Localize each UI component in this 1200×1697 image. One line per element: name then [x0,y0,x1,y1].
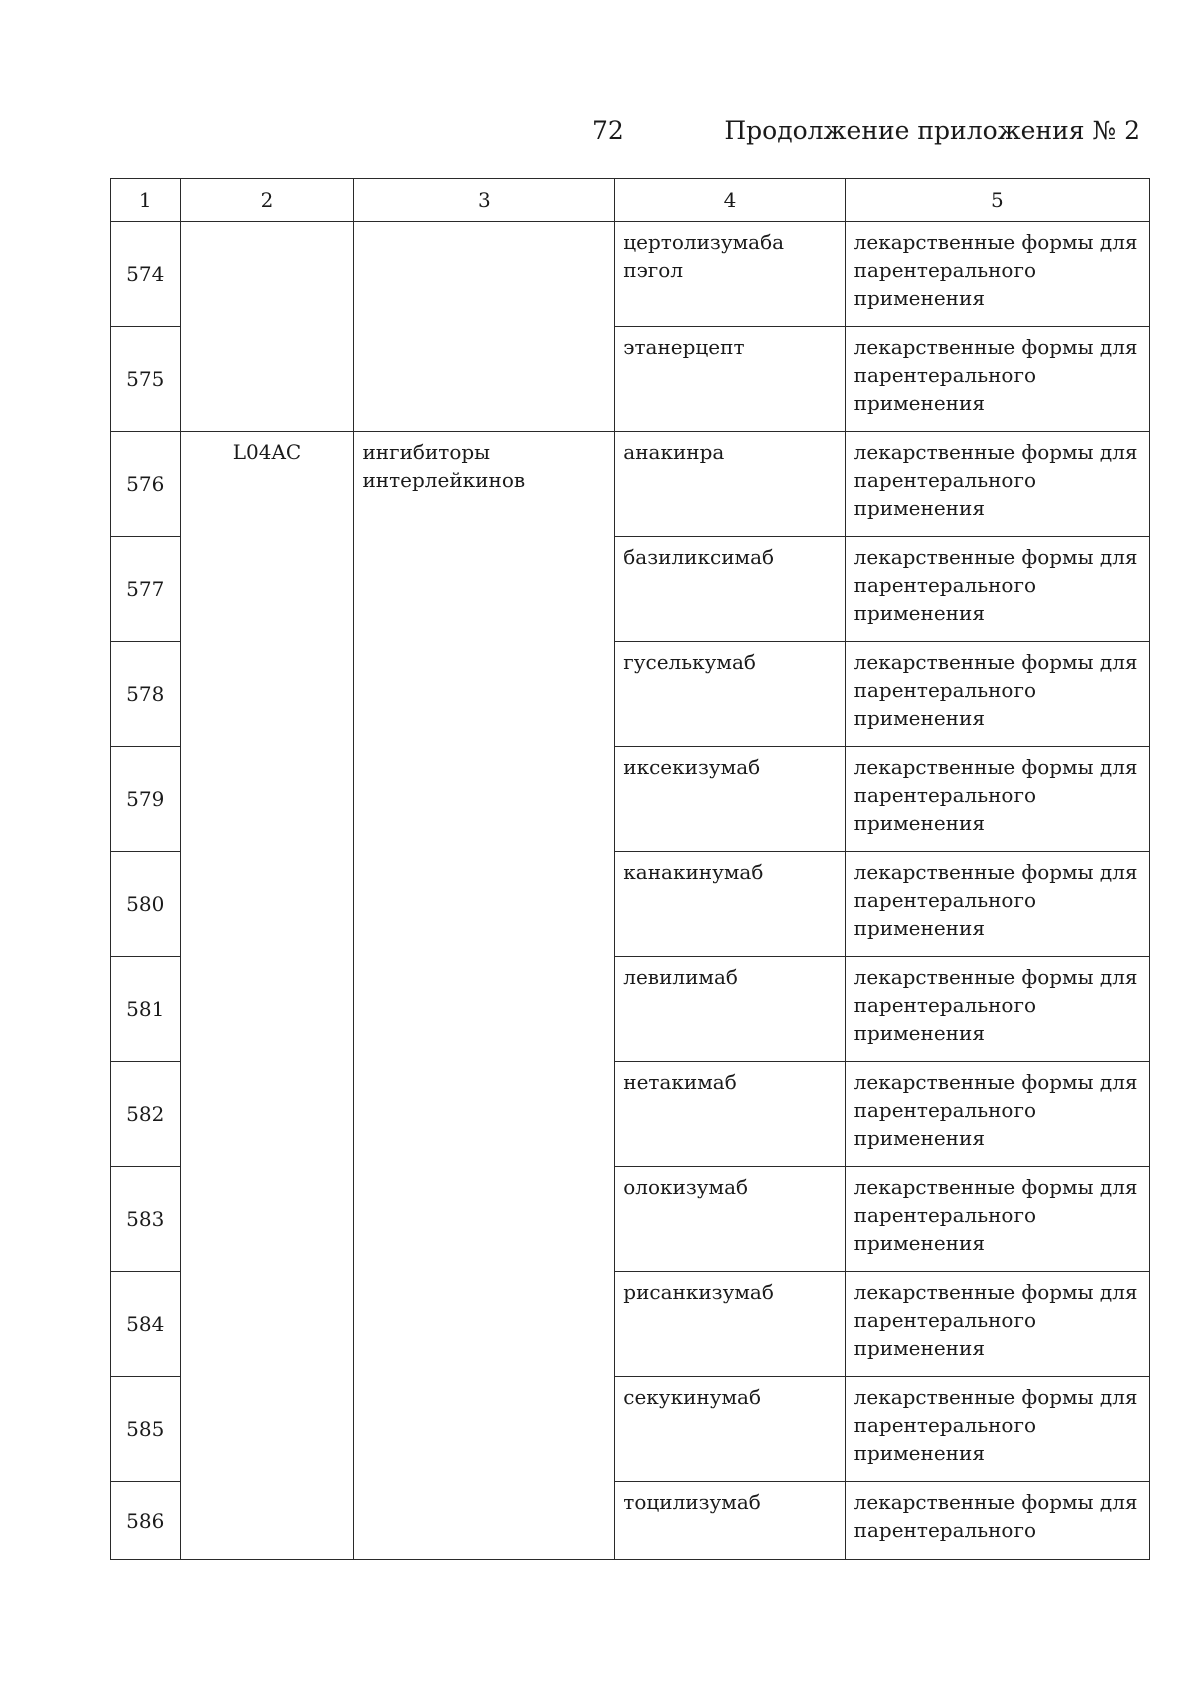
drug-name: иксекизумаб [615,747,845,852]
column-header: 1 [111,179,181,222]
row-number: 586 [111,1482,181,1560]
column-header: 4 [615,179,845,222]
table-header-row [111,179,1150,222]
drug-name: базиликсимаб [615,537,845,642]
dosage-form: лекарственные формы для парентерального [845,1482,1149,1560]
column-header: 3 [354,179,615,222]
dosage-form: лекарственные формы для парентерального применения [845,1167,1149,1272]
row-number: 577 [111,537,181,642]
group-name: ингибиторы интерлейкинов [354,432,615,1560]
group-name-cell [354,222,615,432]
column-header: 5 [845,179,1149,222]
dosage-form: лекарственные формы для парентерального применения [845,432,1149,537]
dosage-form: лекарственные формы для парентерального применения [845,1377,1149,1482]
dosage-form: лекарственные формы для парентерального применения [845,1272,1149,1377]
dosage-form: лекарственные формы для парентерального применения [845,642,1149,747]
drug-name: гуселькумаб [615,642,845,747]
row-number: 581 [111,957,181,1062]
drug-name: нетакимаб [615,1062,845,1167]
page-header [0,116,1200,156]
row-number: 579 [111,747,181,852]
table-row [111,432,1150,537]
drug-name: олокизумаб [615,1167,845,1272]
drug-name: рисанкизумаб [615,1272,845,1377]
dosage-form: лекарственные формы для парентерального применения [845,747,1149,852]
dosage-form: лекарственные формы для парентерального применения [845,537,1149,642]
table-row [111,222,1150,327]
dosage-form: лекарственные формы для парентерального применения [845,957,1149,1062]
page-number: 72 [592,116,624,145]
drug-table [110,178,1150,1560]
row-number: 574 [111,222,181,327]
drug-name: секукинумаб [615,1377,845,1482]
row-number: 582 [111,1062,181,1167]
drug-name: этанерцепт [615,327,845,432]
column-header: 2 [180,179,354,222]
row-number: 585 [111,1377,181,1482]
row-number: 583 [111,1167,181,1272]
dosage-form: лекарственные формы для парентерального применения [845,222,1149,327]
drug-name: цертолизумаба пэгол [615,222,845,327]
atc-code-cell [180,222,354,432]
drug-name: тоцилизумаб [615,1482,845,1560]
row-number: 584 [111,1272,181,1377]
dosage-form: лекарственные формы для парентерального применения [845,327,1149,432]
drug-name: анакинра [615,432,845,537]
row-number: 578 [111,642,181,747]
appendix-title: Продолжение приложения № 2 [724,116,1140,145]
drug-name: канакинумаб [615,852,845,957]
row-number: 575 [111,327,181,432]
dosage-form: лекарственные формы для парентерального применения [845,852,1149,957]
atc-code: L04AC [180,432,354,1560]
drug-name: левилимаб [615,957,845,1062]
row-number: 576 [111,432,181,537]
row-number: 580 [111,852,181,957]
dosage-form: лекарственные формы для парентерального применения [845,1062,1149,1167]
